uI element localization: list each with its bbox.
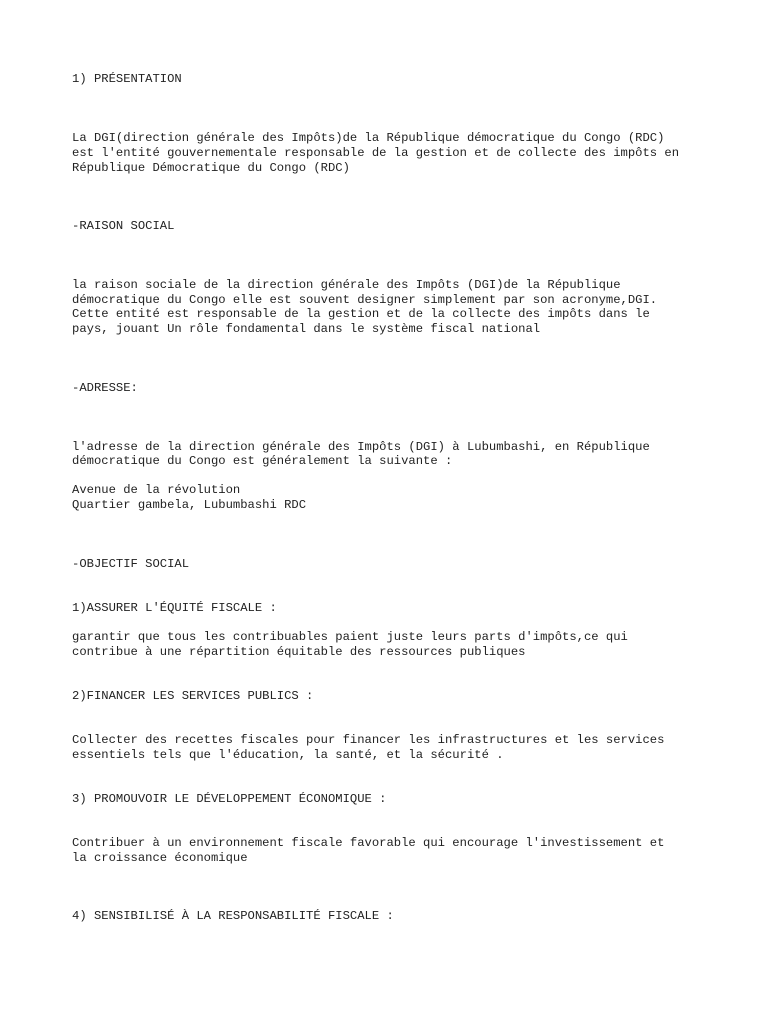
- paragraph-line: démocratique du Congo est généralement la suivante :: [72, 454, 453, 468]
- paragraph-line: Collecter des recettes fiscales pour financer les infrastructures et les services: [72, 733, 665, 747]
- paragraph-line: contribue à une répartition équitable des ressources publiques: [72, 645, 526, 659]
- section-heading-adresse: -ADRESSE:: [72, 381, 138, 395]
- paragraph-line: essentiels tels que l'éducation, la santé, et la sécurité .: [72, 748, 504, 762]
- address-line: Quartier gambela, Lubumbashi RDC: [72, 498, 307, 512]
- paragraph-line: démocratique du Congo elle est souvent designer simplement par son acronyme,DGI.: [72, 293, 658, 307]
- section-heading-presentation: 1) PRÉSENTATION: [72, 72, 182, 86]
- paragraph-line: Contribuer à un environnement fiscale favorable qui encourage l'investissement et: [72, 836, 665, 850]
- address-line: Avenue de la révolution: [72, 483, 241, 497]
- section-heading-raison-social: -RAISON SOCIAL: [72, 219, 175, 233]
- objective-title: 1)ASSURER L'ÉQUITÉ FISCALE :: [72, 601, 277, 615]
- objective-title: 2)FINANCER LES SERVICES PUBLICS :: [72, 689, 314, 703]
- paragraph-line: La DGI(direction générale des Impôts)de la République démocratique du Congo (RDC): [72, 131, 665, 145]
- paragraph-line: la raison sociale de la direction générale des Impôts (DGI)de la République: [72, 278, 621, 292]
- section-heading-objectif-social: -OBJECTIF SOCIAL: [72, 557, 190, 571]
- paragraph-line: est l'entité gouvernementale responsable de la gestion et de collecte des impôts en: [72, 146, 680, 160]
- paragraph-line: l'adresse de la direction générale des Impôts (DGI) à Lubumbashi, en République: [72, 440, 650, 454]
- paragraph-line: la croissance économique: [72, 851, 248, 865]
- objective-title: 4) SENSIBILISÉ À LA RESPONSABILITÉ FISCALE :: [72, 909, 394, 923]
- paragraph-line: pays, jouant Un rôle fondamental dans le système fiscal national: [72, 322, 541, 336]
- objective-title: 3) PROMOUVOIR LE DÉVELOPPEMENT ÉCONOMIQUE :: [72, 792, 387, 806]
- paragraph-line: République Démocratique du Congo (RDC): [72, 161, 350, 175]
- paragraph-line: Cette entité est responsable de la gestion et de la collecte des impôts dans le: [72, 307, 650, 321]
- paragraph-line: garantir que tous les contribuables paient juste leurs parts d'impôts,ce qui: [72, 630, 628, 644]
